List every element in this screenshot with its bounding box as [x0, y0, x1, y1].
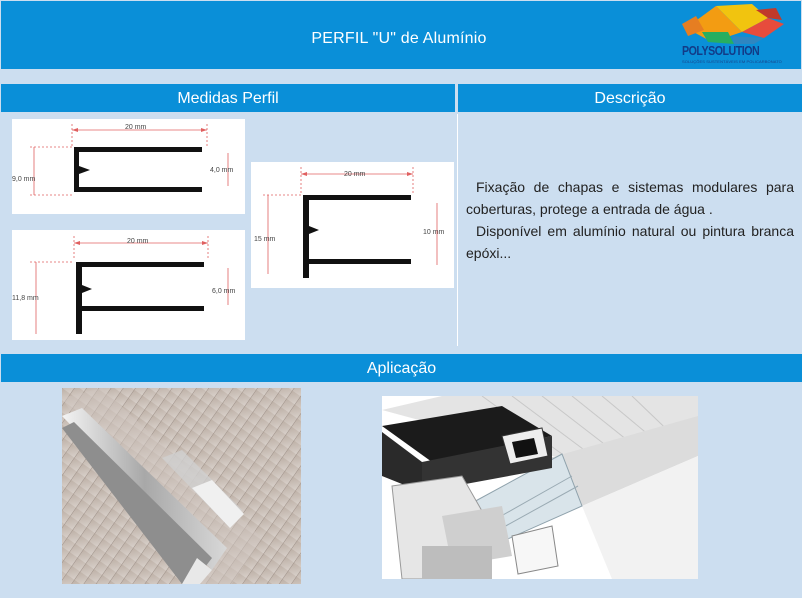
page-title-text: PERFIL "U" de Alumínio	[311, 30, 487, 47]
logo-tagline: SOLUÇÕES SUSTENTÁVEIS EM POLICARBONATO	[682, 59, 782, 64]
profile-drawing-9mm	[12, 119, 245, 214]
profile-3d-render	[382, 396, 698, 579]
drawing1-inner-label: 4,0 mm	[210, 167, 234, 174]
drawing3-height-label: 11,8 mm	[12, 295, 39, 302]
drawing3-width-label: 20 mm	[127, 238, 149, 245]
drawing3-inner-label: 6,0 mm	[212, 288, 236, 295]
description-line-2: Disponível em alumínio natural ou pintura branca epóxi...	[466, 223, 794, 261]
drawing2-inner-label: 10 mm	[423, 229, 445, 236]
drawing2-width-label: 20 mm	[344, 171, 366, 178]
drawing1-height-label: 9,0 mm	[12, 176, 36, 183]
description-line-1: Fixação de chapas e sistemas modulares para coberturas, protege a entrada de água .	[466, 179, 794, 217]
description-text	[466, 176, 794, 264]
profile-drawing-11-8mm	[12, 230, 245, 340]
drawing1-width-label: 20 mm	[125, 124, 147, 131]
descricao-header: Descrição	[458, 84, 802, 112]
drawing2-height-label: 15 mm	[254, 236, 276, 243]
aluminum-profile-photo	[62, 388, 301, 584]
medidas-perfil-header: Medidas Perfil	[1, 84, 455, 112]
profile-drawing-15mm	[251, 162, 454, 288]
aplicacao-header: Aplicação	[1, 354, 802, 382]
logo-name: POLYSOLUTION	[682, 43, 760, 58]
